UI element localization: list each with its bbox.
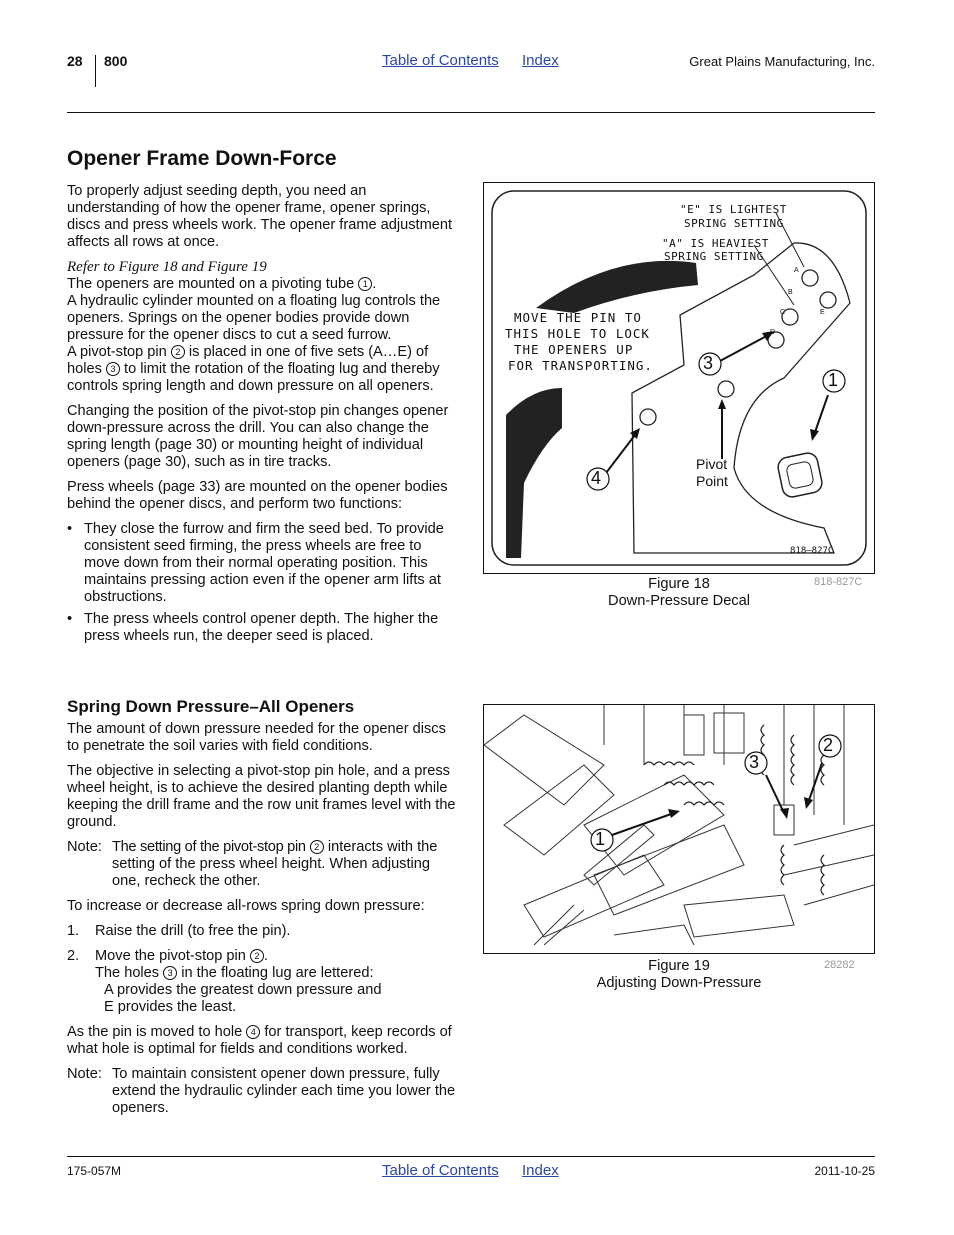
circled-number-3: 3: [106, 362, 120, 376]
figure-19-title: Adjusting Down-Pressure: [596, 975, 762, 991]
pivot-stop-paragraph: [67, 344, 457, 395]
sub-paragraph-2: The objective in selecting a pivot-stop pin hole, and a press wheel height, is to achieve the desired planting depth while keeping the drill frame and the row unit frames level with the ground.: [67, 763, 456, 830]
bullet-text-1: They close the furrow and firm the seed bed. To provide consistent seed firming, the press wheels are free to move down from their normal operating position. This maintains pressing action even if the opener arm lifts at obstructions.: [84, 521, 444, 605]
pivot-tube-text: The openers are mounted on a pivoting tube: [67, 276, 355, 292]
pivot-label-line2: Point: [696, 473, 728, 489]
hole-letter-a: A: [794, 267, 799, 274]
hole-letter-c: C: [780, 309, 786, 316]
toc-link-footer[interactable]: Table of Contents: [382, 1162, 499, 1179]
circled-number-2: 2: [171, 345, 185, 359]
figure-18-frame: [483, 182, 875, 574]
hydraulic-paragraph: A hydraulic cylinder mounted on a floating lug controls the openers. Springs on the opener bodies provide down pressure for the opener discs to cut a seed furrow.: [67, 293, 441, 343]
transport-text-a: As the pin is moved to hole: [67, 1024, 243, 1040]
section-title: Opener Frame Down-Force: [67, 147, 337, 170]
circled-number-2-step: 2: [250, 949, 264, 963]
bullet-item-1: • They close the furrow and firm the seed bed. To provide consistent seed firming, the press wheels are free to move down from their normal operating position. This maintains pressing action even if the opener arm lifts at obstructions.: [67, 521, 444, 605]
decal-a-label-line1: "A" IS HEAVIEST: [662, 237, 769, 250]
circled-number-3-step: 3: [163, 966, 177, 980]
fig19-callout-3: 3: [749, 752, 760, 772]
step-2: 2. Move the pivot-stop pin 2 . The holes 3 in the floating lug are lettered: A provides the greatest down pressure and E provides the least.: [67, 948, 382, 1015]
circled-number-4: 4: [246, 1025, 260, 1039]
subsection-title: Spring Down Pressure–All Openers: [67, 697, 355, 716]
pivot-tube-paragraph: The openers are mounted on a pivoting tube 1 .: [67, 276, 377, 292]
step-2-text-c: in the floating lug are lettered:: [181, 965, 374, 981]
doc-number: 175-057M: [67, 1164, 122, 1178]
note-1-label: Note:: [67, 839, 102, 855]
callout-4: 4: [591, 468, 602, 488]
subsection-text: [67, 721, 457, 1117]
header-rule: [67, 112, 875, 113]
figure-19-caption: [483, 958, 875, 992]
pivot-stop-text-c: to limit the rotation of the floating lug and thereby controls spring length and down pressure on all openers.: [67, 361, 440, 394]
adjusting-down-pressure-illustration: [484, 705, 874, 953]
footer-rule: [67, 1156, 875, 1157]
callout-1: 1: [828, 370, 839, 390]
move-pin-line1: MOVE THE PIN TO: [514, 310, 642, 325]
press-wheels-paragraph: Press wheels (page 33) are mounted on the opener bodies behind the opener discs, and perform two functions:: [67, 479, 448, 512]
changing-position-paragraph: Changing the position of the pivot-stop pin changes opener down-pressure across the drill. You can also change the spring length (page 30) or mounting height of individual openers (page 30), such as in tire tracks.: [67, 403, 449, 470]
model-label: 800: [104, 53, 128, 69]
figure-18-label: Figure 18: [648, 576, 710, 592]
company-name: Great Plains Manufacturing, Inc.: [689, 54, 875, 69]
hole-letter-d: D: [770, 329, 776, 336]
hole-letter-e: E: [820, 309, 825, 316]
pivot-stop-text-a: A pivot-stop pin: [67, 344, 167, 360]
step-2-text-b: The holes: [95, 965, 160, 981]
left-column-text: [67, 183, 457, 645]
fig19-callout-1: 1: [595, 829, 606, 849]
sub-paragraph-3: To increase or decrease all-rows spring down pressure:: [67, 898, 425, 914]
transport-text-b: for transport, keep records of what hole is optimal for fields and conditions worked.: [67, 1024, 452, 1057]
figure-19-id: 28282: [824, 959, 855, 971]
step-1-number: 1.: [67, 923, 80, 939]
index-link-footer[interactable]: Index: [522, 1162, 559, 1179]
pivot-stop-text-b: is placed in one of five sets (A…E) of holes: [67, 344, 429, 377]
step-1: [67, 923, 457, 940]
hole-letter-b: B: [788, 289, 793, 296]
step-2-text-e: E provides the least.: [104, 999, 237, 1015]
figure-19-frame: [483, 704, 875, 954]
pivot-label-line1: Pivot: [696, 456, 728, 472]
decal-part-number: 818–827C: [790, 546, 834, 556]
bullet-text-2: The press wheels control opener depth. The higher the press wheels run, the deeper seed is placed.: [84, 611, 439, 644]
decal-e-label-line2: SPRING SETTING: [684, 217, 784, 230]
step-2-number: 2.: [67, 948, 80, 964]
circled-number-1: 1: [358, 277, 372, 291]
callout-3: 3: [703, 353, 714, 373]
note-2: [67, 1066, 457, 1117]
bullet-item-2: • The press wheels control opener depth. The higher the press wheels run, the deeper seed is placed.: [67, 611, 439, 644]
note-2-label: Note:: [67, 1066, 102, 1082]
figure-18-title: Down-Pressure Decal: [608, 593, 750, 609]
index-link-header[interactable]: Index: [522, 52, 559, 69]
toc-link-header[interactable]: Table of Contents: [382, 52, 499, 69]
page-number: 28: [67, 53, 83, 69]
note-2-text: To maintain consistent opener down pressure, fully extend the hydraulic cylinder each time you lower the openers.: [112, 1066, 456, 1116]
decal-e-label-line1: "E" IS LIGHTEST: [680, 203, 787, 216]
intro-paragraph: To properly adjust seeding depth, you need an understanding of how the opener frame, opener springs, discs and press wheels work. The opener frame adjustment affects all rows at once.: [67, 183, 453, 250]
move-pin-line2: THIS HOLE TO LOCK: [505, 326, 650, 341]
step-2-text-a: Move the pivot-stop pin: [95, 948, 246, 964]
note-1-text-b: interacts with the setting of the press wheel height. When adjusting one, recheck the other.: [112, 839, 438, 889]
circled-number-2-note: 2: [310, 840, 324, 854]
figure-reference: Refer to Figure 18 and Figure 19: [67, 259, 267, 275]
header-divider-vertical: [95, 55, 96, 87]
step-2-text-d: A provides the greatest down pressure and: [104, 982, 382, 998]
figure-19-label: Figure 19: [648, 958, 710, 974]
sub-paragraph-1: The amount of down pressure needed for the opener discs to penetrate the soil varies with field conditions.: [67, 721, 446, 754]
sub-paragraph-4: [67, 1024, 457, 1058]
footer-date: 2011-10-25: [814, 1164, 875, 1178]
move-pin-line3: THE OPENERS UP: [514, 342, 634, 357]
note-1: [67, 839, 457, 890]
figure-18-id: 818-827C: [814, 576, 863, 588]
move-pin-line4: FOR TRANSPORTING.: [508, 358, 653, 373]
note-1-text-a: The setting of the pivot-stop pin: [112, 839, 306, 855]
fig19-callout-2: 2: [823, 735, 834, 755]
decal-a-label-line2: SPRING SETTING: [664, 250, 764, 263]
step-1-text: Raise the drill (to free the pin).: [95, 923, 291, 939]
